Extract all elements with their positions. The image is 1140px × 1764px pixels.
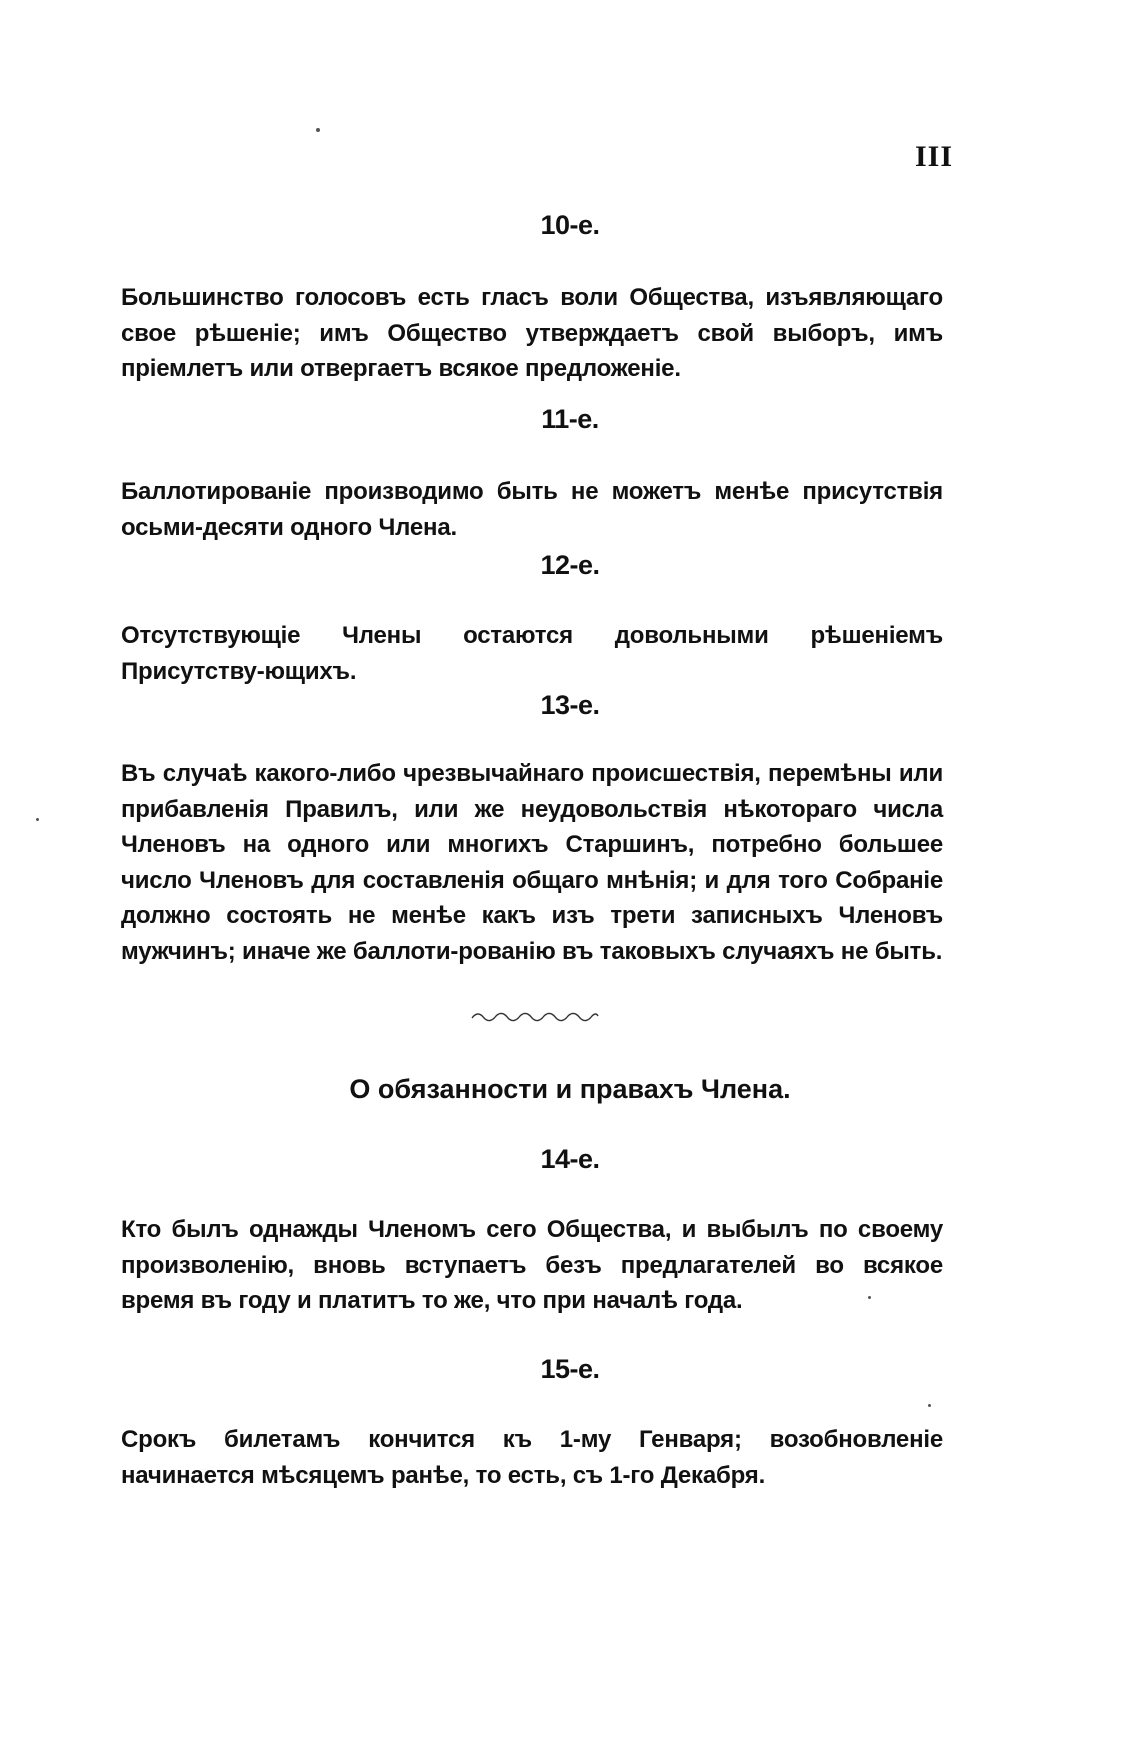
- article-text-12: Отсутствующіе Члены остаются довольными рѣшеніемъ Присутству-ющихъ.: [121, 622, 943, 685]
- article-heading-12: 12-е.: [540, 550, 600, 580]
- page-number: III: [915, 140, 954, 173]
- print-speck: [868, 1296, 871, 1299]
- article-heading-15: 15-е.: [540, 1354, 600, 1384]
- article-text-15: Срокъ билетамъ кончится къ 1-му Генваря; возобновленіе начинается мѣсяцемъ ранѣе, то есть, съ 1-го Декабря.: [121, 1426, 943, 1489]
- article-text-13: Въ случаѣ какого-либо чрезвычайнаго происшествія, перемѣны или прибавленія Правилъ, или же неудовольствія нѣкотораго числа Членовъ на одного или многихъ Старшинъ, потребно большее число Членовъ для составленія общаго мнѣнія; и для того Собраніе должно состоять не менѣе какъ изъ трети записныхъ Членовъ мужчинъ; иначе же баллоти-рованію въ таковыхъ случаяхъ не быть.: [121, 760, 943, 965]
- article-text-11: Баллотированіе производимо быть не можетъ менѣе присутствія осьми-десяти одного Члена.: [121, 478, 943, 541]
- article-text-14: Кто былъ однажды Членомъ сего Общества, и выбылъ по своему произволенію, вновь вступаетъ безъ предлагателей во всякое время въ году и платитъ то же, что при началѣ года.: [121, 1216, 943, 1314]
- ornament-divider: [470, 1008, 600, 1024]
- section-title: О обязанности и правахъ Члена.: [349, 1074, 791, 1104]
- article-heading-14: 14-е.: [540, 1144, 600, 1174]
- article-heading-10: 10-е.: [540, 210, 600, 240]
- article-heading-11: 11-е.: [541, 404, 599, 434]
- article-heading-13: 13-е.: [540, 690, 600, 720]
- print-speck: [316, 128, 320, 132]
- print-speck: [36, 818, 39, 821]
- print-speck: [928, 1404, 931, 1407]
- article-text-10: Большинство голосовъ есть гласъ воли Общества, изъявляющаго свое рѣшеніе; имъ Общество утверждаетъ свой выборъ, имъ пріемлетъ или отвергаетъ всякое предложеніе.: [121, 284, 943, 382]
